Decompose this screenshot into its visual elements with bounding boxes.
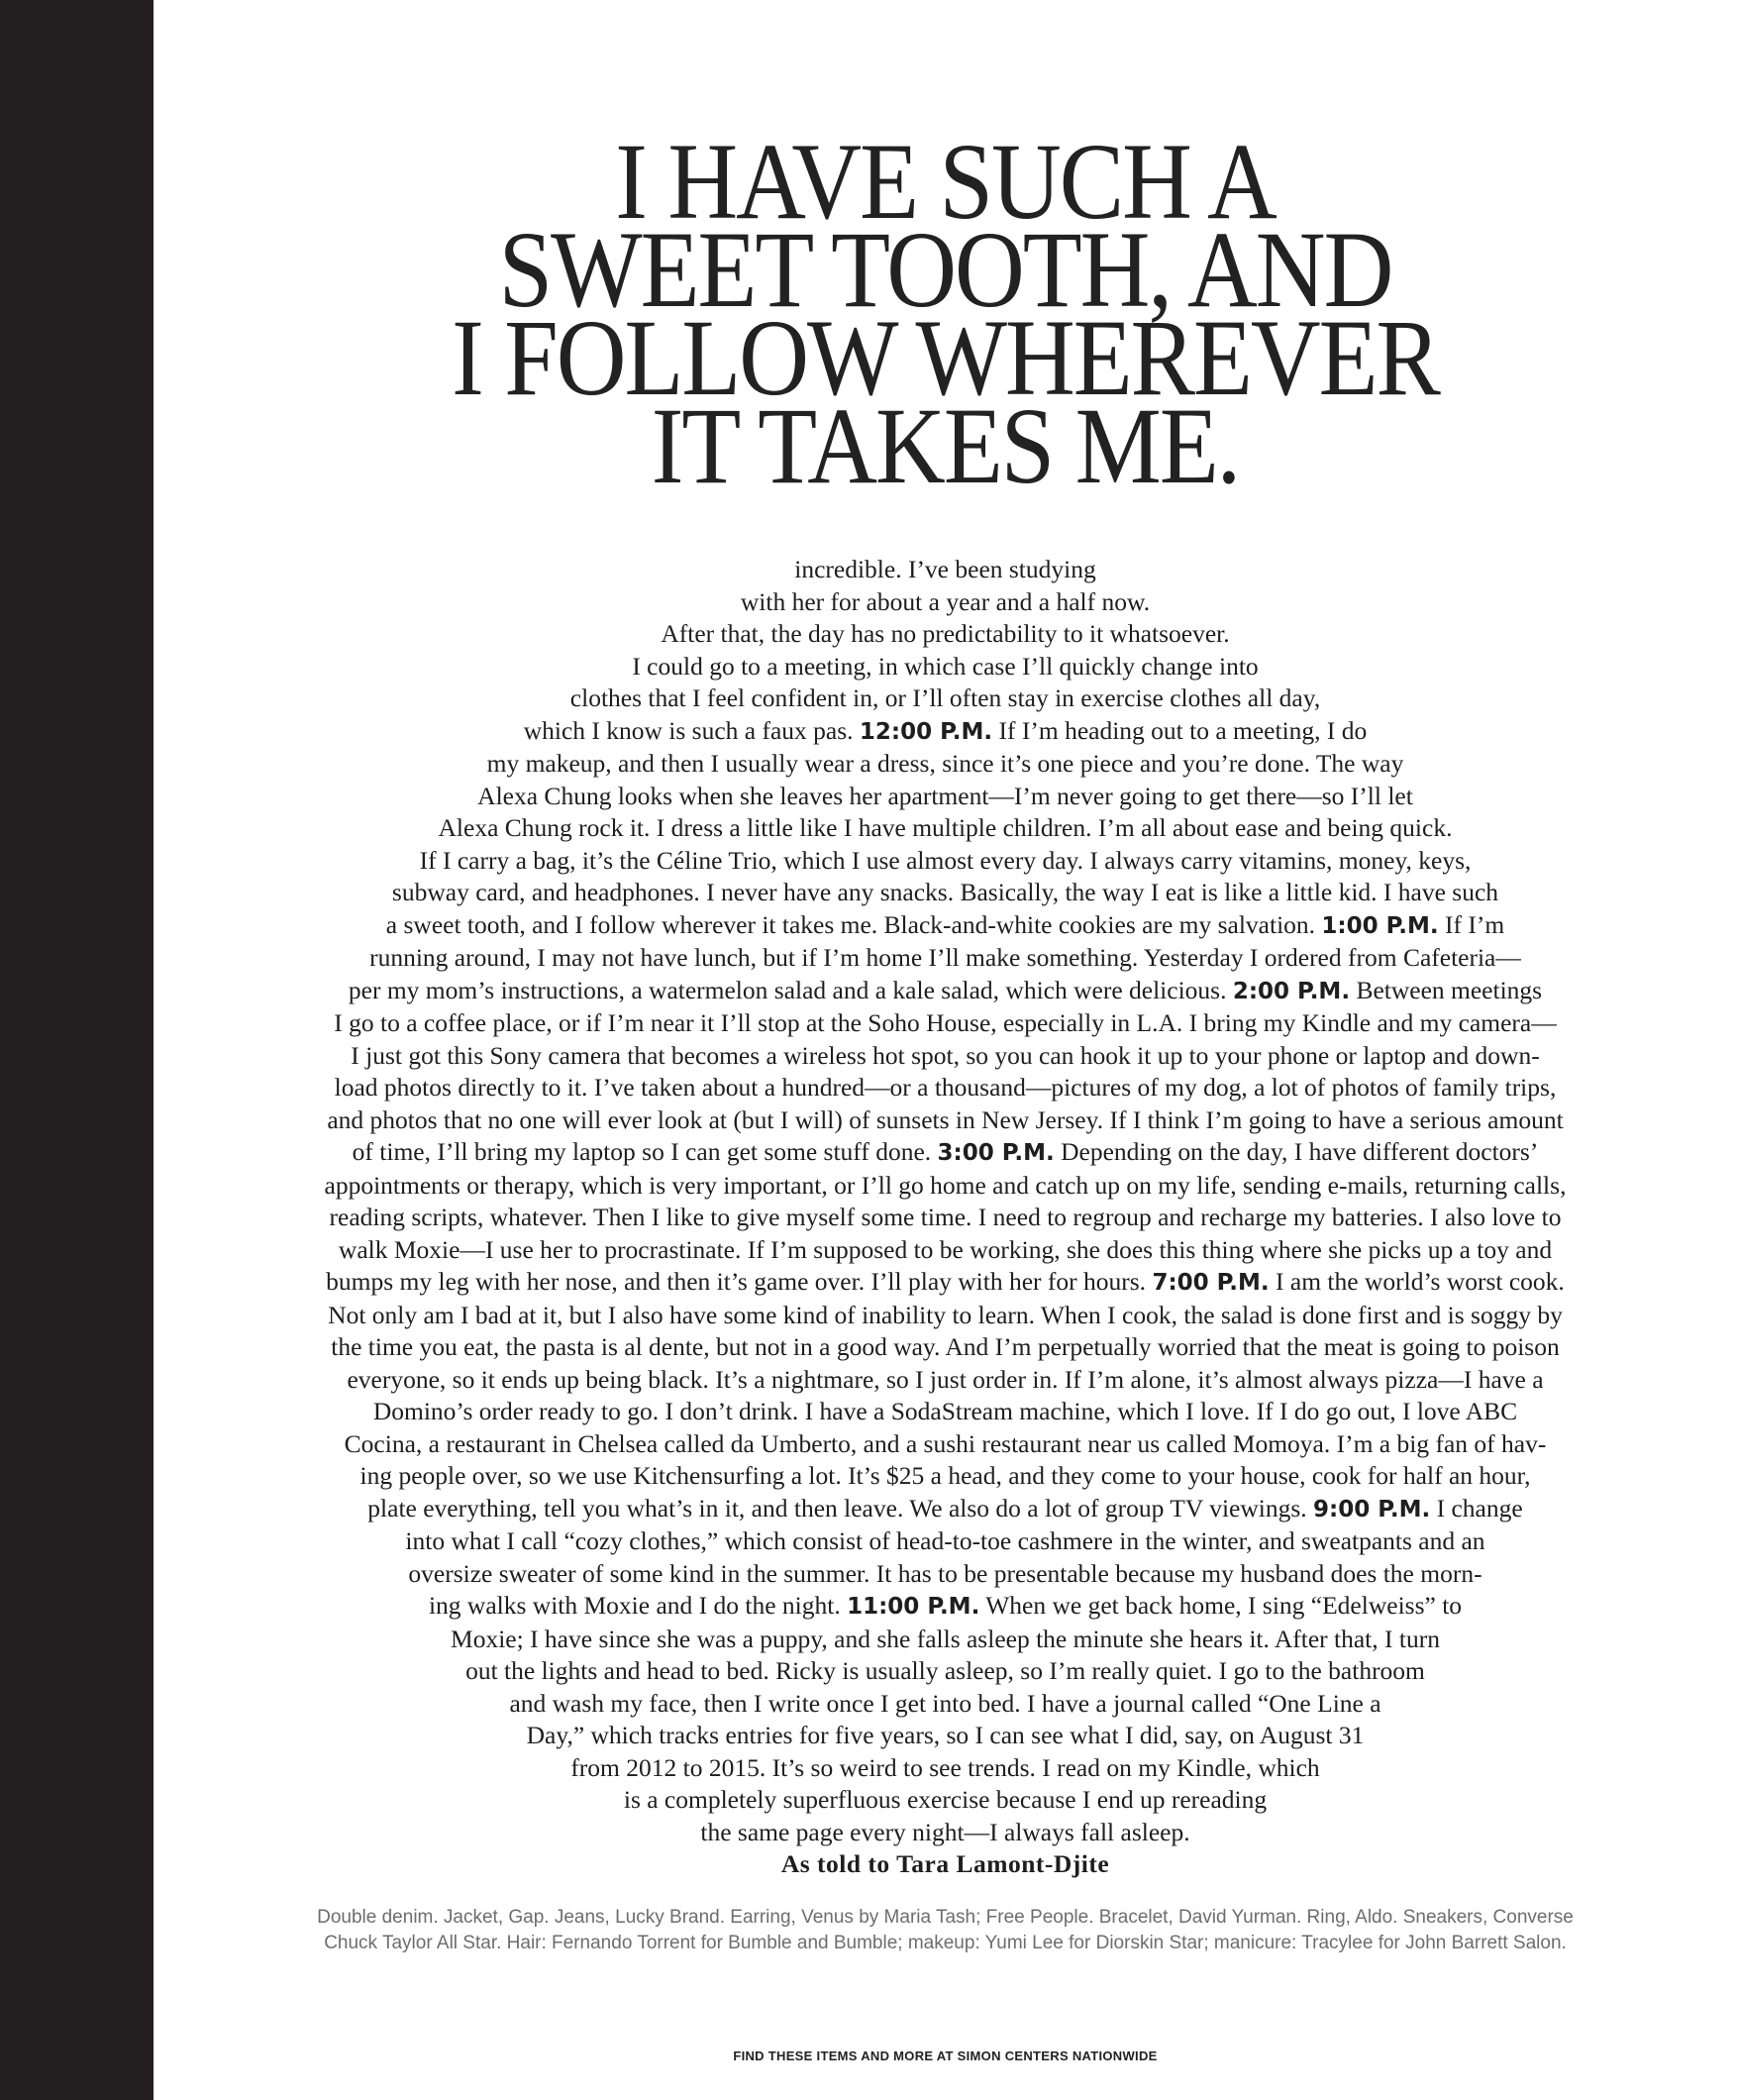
body-text-segment: Day,” which tracks entries for five years, so I can see what I did, say, on August 31 [526,1721,1365,1749]
body-text-segment: from 2012 to 2015. It’s so weird to see trends. I read on my Kindle, which [570,1752,1320,1782]
time-marker: 11:00 P.M. [847,1594,980,1620]
body-text-segment: walk Moxie—I use her to procrastinate. If I’m supposed to be working, she does this thing where she picks up a toy and [338,1234,1553,1264]
fashion-credits [153,1905,1737,1956]
body-line [153,1655,1737,1688]
body-text-segment: is a completely superfluous exercise because I end up rereading [623,1785,1268,1814]
body-text-segment: reading scripts, whatever. Then I like to give myself some time. I need to regroup and recharge my batteries. I also love to [329,1203,1562,1231]
body-text-segment: my makeup, and then I usually wear a dress, since it’s one piece and you’re done. The way [486,749,1404,778]
article-body [153,554,1737,1881]
body-line [153,877,1737,909]
body-text-segment: Moxie; I have since she was a puppy, and she falls asleep the minute she hears it. After that, I turn [451,1624,1440,1653]
body-line [153,1364,1737,1397]
body-text-segment: a sweet tooth, and I follow wherever it takes me. Black-and-white cookies are my salvation. [385,909,1322,939]
body-line [153,748,1737,781]
time-marker: 2:00 P.M. [1232,978,1351,1004]
body-line [153,1752,1737,1785]
body-text-segment: bumps my leg with her nose, and then it’s game over. I’ll play with her for hours. [326,1267,1153,1296]
body-text-segment: Domino’s order ready to go. I don’t drink. I have a SodaStream machine, which I love. If I do go out, I love ABC [372,1397,1518,1425]
body-text-segment: Not only am I bad at it, but I also have some kind of inability to learn. When I cook, the salad is done first and is soggy by [328,1300,1563,1329]
body-text-segment: running around, I may not have lunch, but if I’m home I’ll make something. Yesterday I ordered from Cafeteria— [369,943,1521,972]
credits-line: Chuck Taylor All Star. Hair: Fernando Torrent for Bumble and Bumble; makeup: Yumi Lee for Diorskin Star; manicure: Tracylee for John Barrett Salon. [324,1933,1567,1953]
body-line [153,1624,1737,1656]
time-marker: 3:00 P.M. [937,1140,1055,1166]
footer-note: FIND THESE ITEMS AND MORE AT SIMON CENTERS NATIONWIDE [733,2048,1158,2063]
pull-quote-line: IT TAKES ME. [651,386,1240,507]
body-line [153,1525,1737,1558]
body-line [153,1688,1737,1721]
magazine-page [153,0,1737,2100]
body-text-segment: out the lights and head to bed. Ricky is usually asleep, so I’m really quiet. I go to the bathroom [465,1656,1425,1685]
pull-quote [153,122,1737,507]
body-text-segment: clothes that I feel confident in, or I’ll often stay in exercise clothes all day, [569,683,1321,712]
body-text-segment: incredible. I’ve been studying [794,555,1096,583]
body-text-segment: If I’m heading out to a meeting, I do [992,715,1368,745]
body-line [153,618,1737,651]
body-text-segment: oversize sweater of some kind in the summer. It has to be presentable because my husband does the morn- [408,1558,1482,1588]
body-text-segment: Between meetings [1350,975,1543,1004]
body-line [153,1460,1737,1493]
time-marker: 7:00 P.M. [1152,1270,1270,1296]
body-text-segment: I change [1430,1493,1523,1522]
body-text-segment: When we get back home, I sing “Edelweiss” to [979,1591,1463,1620]
body-text-segment: everyone, so it ends up being black. It’s a nightmare, so I just order in. If I’m alone, it’s almost always pizza—I have a [347,1364,1544,1394]
body-line [153,845,1737,878]
body-text-segment: subway card, and headphones. I never have any snacks. Basically, the way I eat is like a little kid. I have such [391,878,1499,906]
body-line [153,942,1737,975]
body-line [153,1331,1737,1364]
pull-quote-line: I FOLLOW WHEREVER [452,298,1439,419]
body-text-segment: into what I call “cozy clothes,” which consist of head-to-toe cashmere in the winter, and sweatpants and an [405,1526,1485,1555]
body-text-segment: I could go to a meeting, in which case I’ll quickly change into [632,651,1259,681]
body-line [153,975,1737,1008]
body-line [153,1234,1737,1267]
body-text-segment: I am the world’s worst cook. [1269,1267,1565,1296]
body-line [153,1072,1737,1104]
body-line [153,554,1737,586]
body-line [153,586,1737,619]
pull-quote-line: SWEET TOOTH, AND [498,210,1392,331]
time-marker: 1:00 P.M. [1321,912,1439,939]
body-text-segment: Alexa Chung rock it. I dress a little like I have multiple children. I’m all about ease and being quick. [438,813,1453,842]
time-marker: 12:00 P.M. [859,718,993,745]
body-text-segment: the same page every night—I always fall asleep. [700,1817,1190,1846]
body-text-segment: the time you eat, the pasta is al dente, but not in a good way. And I’m perpetually worried that the meat is going to poison [331,1332,1560,1361]
body-line [153,1396,1737,1428]
body-line [153,1104,1737,1137]
body-line [153,682,1737,715]
body-line [153,1720,1737,1752]
left-margin-bar [0,0,153,2100]
body-line [153,1817,1737,1849]
time-marker: 9:00 P.M. [1313,1496,1431,1522]
credits-line: Double denim. Jacket, Gap. Jeans, Lucky Brand. Earring, Venus by Maria Tash; Free People. Bracelet, David Yurman. Ring, Aldo. Sneakers, Converse [317,1907,1574,1928]
body-line [153,812,1737,845]
body-line [153,909,1737,943]
body-text-segment: I just got this Sony camera that becomes a wireless hot spot, so you can hook it up to your phone or laptop and down- [351,1040,1540,1070]
body-line [153,1300,1737,1332]
body-text-segment: appointments or therapy, which is very important, or I’ll go home and catch up on my life, sending e-mails, returning calls, [324,1170,1567,1200]
body-line [153,1558,1737,1591]
body-line [153,651,1737,683]
body-text-segment: plate everything, tell you what’s in it, and then leave. We also do a lot of group TV viewings. [367,1493,1314,1522]
body-text-segment: I go to a coffee place, or if I’m near it I’ll stop at the Soho House, especially in L.A. I bring my Kindle and my camera— [334,1008,1557,1037]
body-text-segment: load photos directly to it. I’ve taken about a hundred—or a thousand—pictures of my dog, a lot of photos of family trips, [334,1073,1557,1102]
body-line [153,1170,1737,1203]
body-text-segment: If I carry a bag, it’s the Céline Trio, which I use almost every day. I always carry vitamins, money, keys, [419,845,1472,875]
body-text-segment: Cocina, a restaurant in Chelsea called da Umberto, and a sushi restaurant near us called Momoya. I’m a big fan of hav- [344,1428,1547,1458]
body-line [153,1428,1737,1461]
body-line [153,1040,1737,1073]
byline: As told to Tara Lamont-Djite [780,1849,1110,1878]
body-text-segment: ing people over, so we use Kitchensurfing a lot. It’s $25 a head, and they come to your house, cook for half an hour, [359,1461,1531,1490]
body-text-segment: with her for about a year and a half now. [740,586,1151,616]
body-text-segment: Depending on the day, I have different doctors’ [1054,1137,1539,1166]
body-line [153,781,1737,813]
body-text-segment: If I’m [1438,909,1505,939]
body-text-segment: After that, the day has no predictability to it whatsoever. [661,619,1230,648]
body-line [153,1493,1737,1526]
body-text-segment: and wash my face, then I write once I get into bed. I have a journal called “One Line a [509,1688,1381,1718]
body-line [153,1266,1737,1300]
body-text-segment: per my mom’s instructions, a watermelon salad and a kale salad, which were delicious. [348,975,1233,1004]
body-text-segment: ing walks with Moxie and I do the night. [428,1591,848,1620]
body-text-segment: Alexa Chung looks when she leaves her apartment—I’m never going to get there—so I’ll let [477,781,1413,810]
body-line [153,1784,1737,1817]
pull-quote-line: I HAVE SUCH A [615,122,1276,243]
body-line [153,1590,1737,1624]
body-line [153,715,1737,749]
body-text-segment: of time, I’ll bring my laptop so I can get some stuff done. [352,1137,938,1166]
body-line [153,1007,1737,1040]
body-line [153,1202,1737,1234]
body-text-segment: which I know is such a faux pas. [523,715,860,745]
body-text-segment: and photos that no one will ever look at (but I will) of sunsets in New Jersey. If I think I’m going to have a serious amount [327,1104,1564,1134]
body-line [153,1136,1737,1170]
